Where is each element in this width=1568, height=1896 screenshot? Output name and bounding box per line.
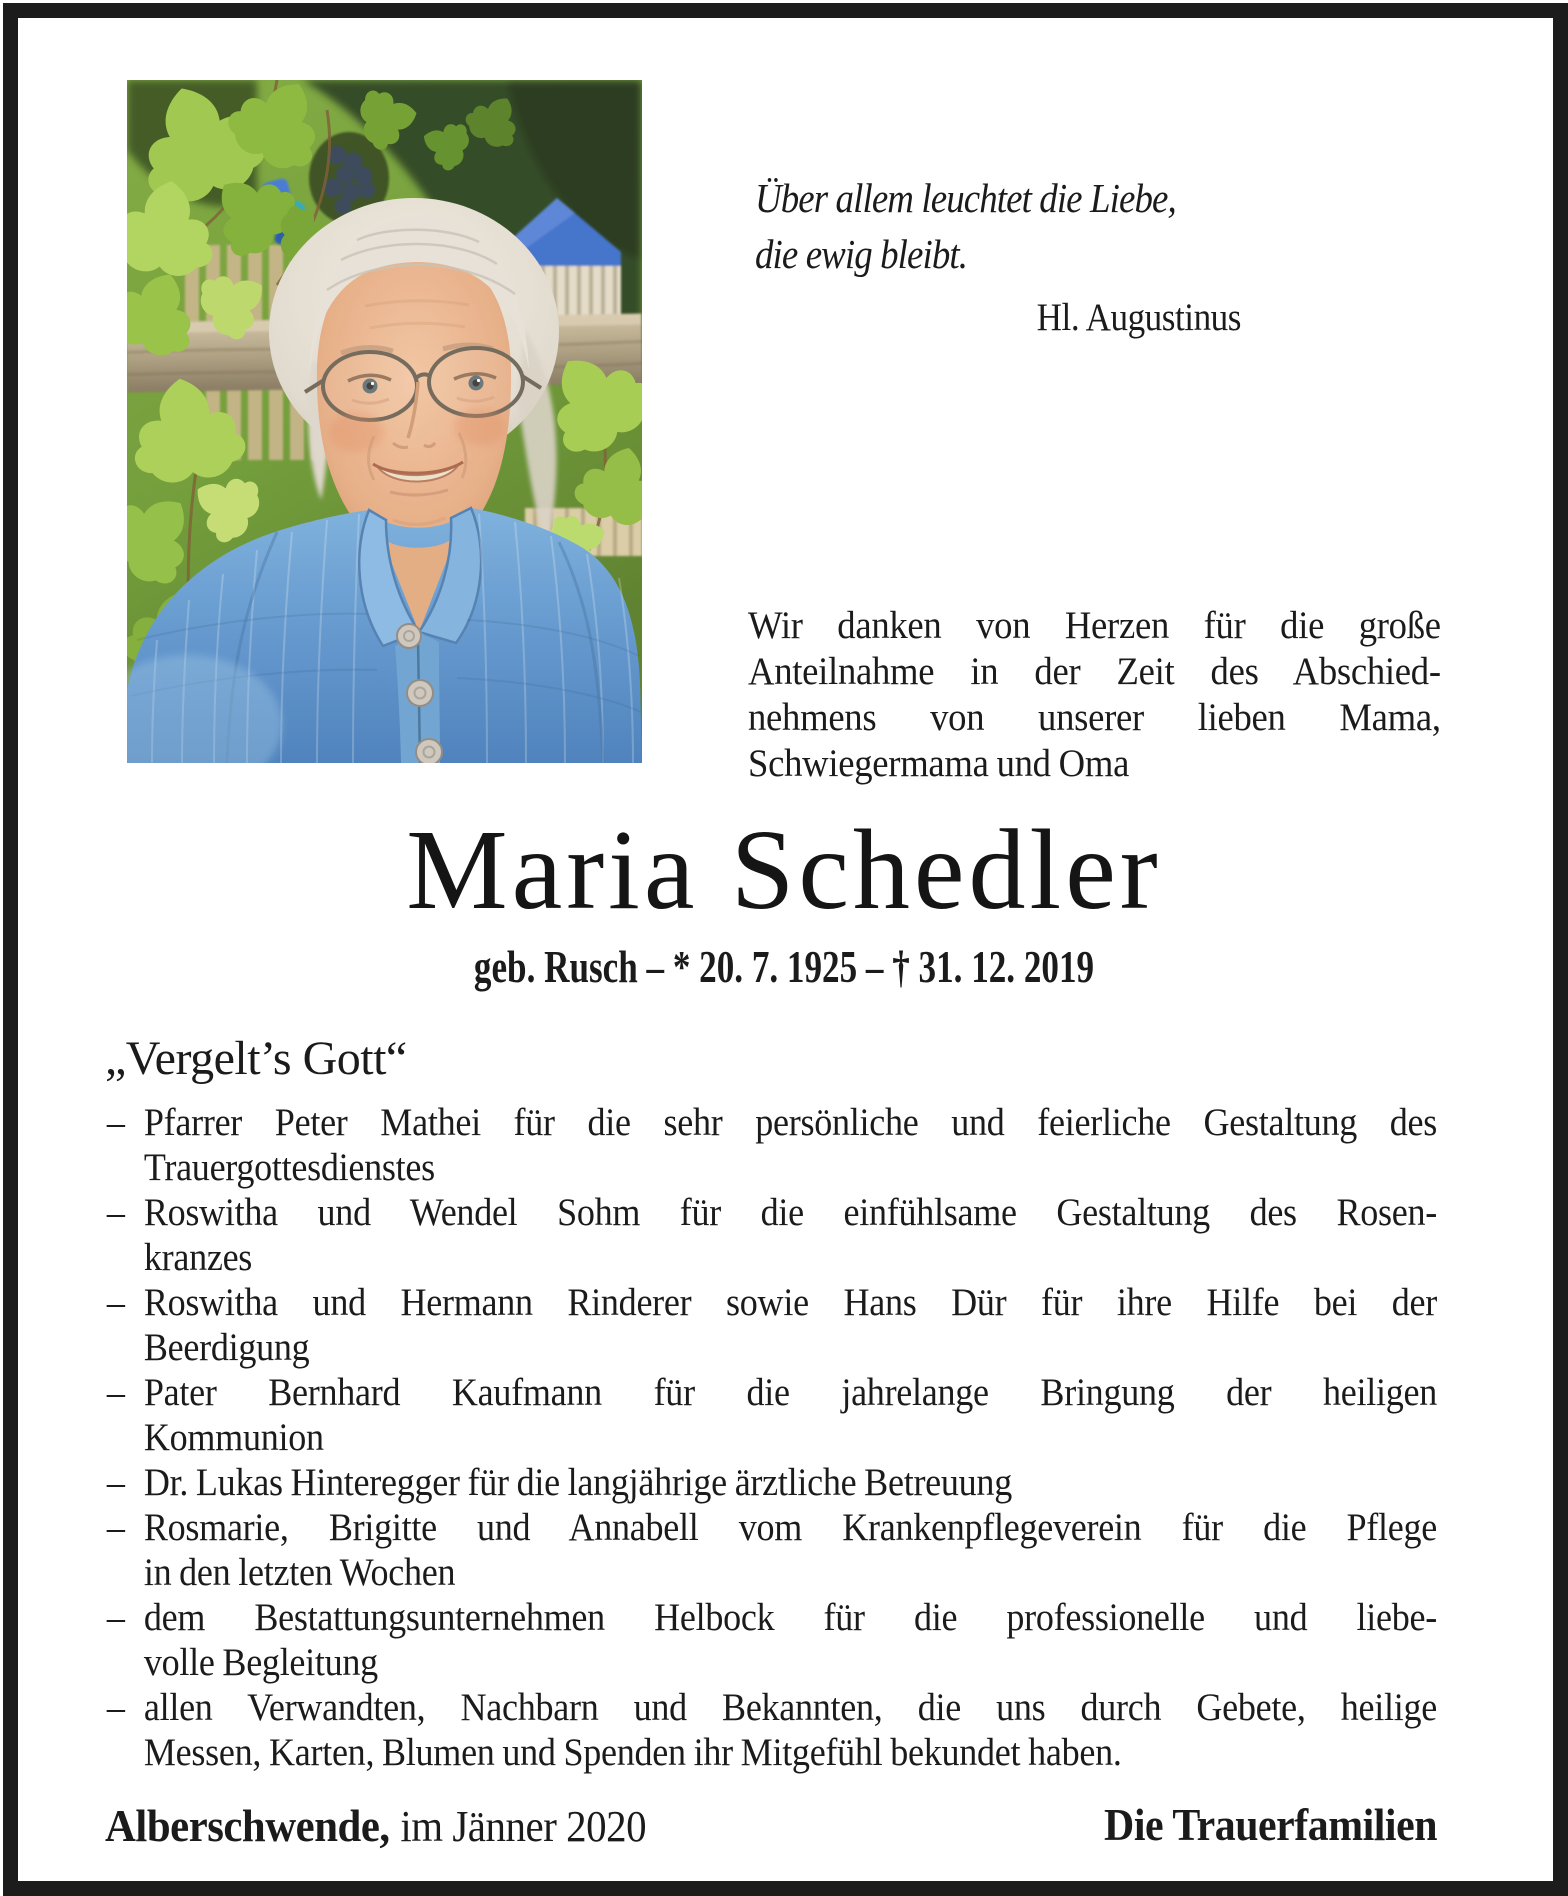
footer-place: Alberschwende, [105,1800,390,1851]
quote-line-1: Über allem leuchtet die Liebe, [755,175,1176,221]
quote-block [755,170,1241,340]
acknowledgement-item [105,1280,1437,1370]
footer-place-date [105,1798,646,1854]
portrait-photo [127,80,642,763]
text-line: – Pater Bernhard Kaufmann für die jahrelange Bringung der heiligen [143,1371,1438,1414]
acknowledgement-item [105,1100,1437,1190]
footer-date: im Jänner 2020 [400,1802,647,1851]
text-line: Beerdigung [143,1326,310,1369]
text-line: volle Begleitung [143,1641,378,1684]
birth-death-dates: geb. Rusch – * 20. 7. 1925 – † 31. 12. 2019 [473,942,1095,992]
text-line: in den letzten Wochen [143,1551,456,1594]
text-line: Kommunion [143,1416,324,1459]
acknowledgement-item [105,1460,1437,1505]
thanks-intro [748,603,1441,787]
acknowledgement-item [105,1370,1437,1460]
deceased-name: Maria Schedler [406,806,1162,933]
text-line: – dem Bestattungsunternehmen Helbock für die professionelle und liebe- [143,1596,1438,1639]
text-line: – Roswitha und Hermann Rinderer sowie Hans Dür für ihre Hilfe bei der [143,1281,1438,1324]
warm-light-overlay [127,80,642,763]
footer-signature: Die Trauerfamilien [1104,1800,1437,1850]
text-line: – allen Verwandten, Nachbarn und Bekannten, die uns durch Gebete, heilige [143,1686,1438,1729]
text-line: Wir danken von Herzen für die große [748,604,1441,647]
text-line: – Roswitha und Wendel Sohm für die einfühlsame Gestaltung des Rosen- [143,1191,1438,1234]
quote-line-2: die ewig bleibt. [755,231,968,277]
text-line: nehmens von unserer lieben Mama, [748,696,1441,739]
portrait-photo-art [127,80,642,763]
text-line: – Pfarrer Peter Mathei für die sehr persönliche und feierliche Gestaltung des [143,1101,1438,1144]
text-line: Messen, Karten, Blumen und Spenden ihr Mitgefühl bekundet haben. [143,1731,1122,1774]
text-line: – Dr. Lukas Hinteregger für die langjährige ärztliche Betreuung [143,1461,1012,1504]
quote-attribution: Hl. Augustinus [1036,296,1241,339]
acknowledgement-heading: „Vergelt’s Gott“ [105,1032,407,1085]
acknowledgement-item [105,1505,1437,1595]
text-line: kranzes [143,1236,253,1279]
acknowledgement-item [105,1595,1437,1685]
text-line: – Rosmarie, Brigitte und Annabell vom Krankenpflegeverein für die Pflege [143,1506,1438,1549]
text-line: Trauergottesdienstes [143,1146,435,1189]
acknowledgement-list [105,1100,1437,1775]
text-line: Schwiegermama und Oma [748,742,1130,785]
text-line: Anteilnahme in der Zeit des Abschied- [748,650,1441,693]
acknowledgement-item [105,1190,1437,1280]
acknowledgement-item [105,1685,1437,1775]
